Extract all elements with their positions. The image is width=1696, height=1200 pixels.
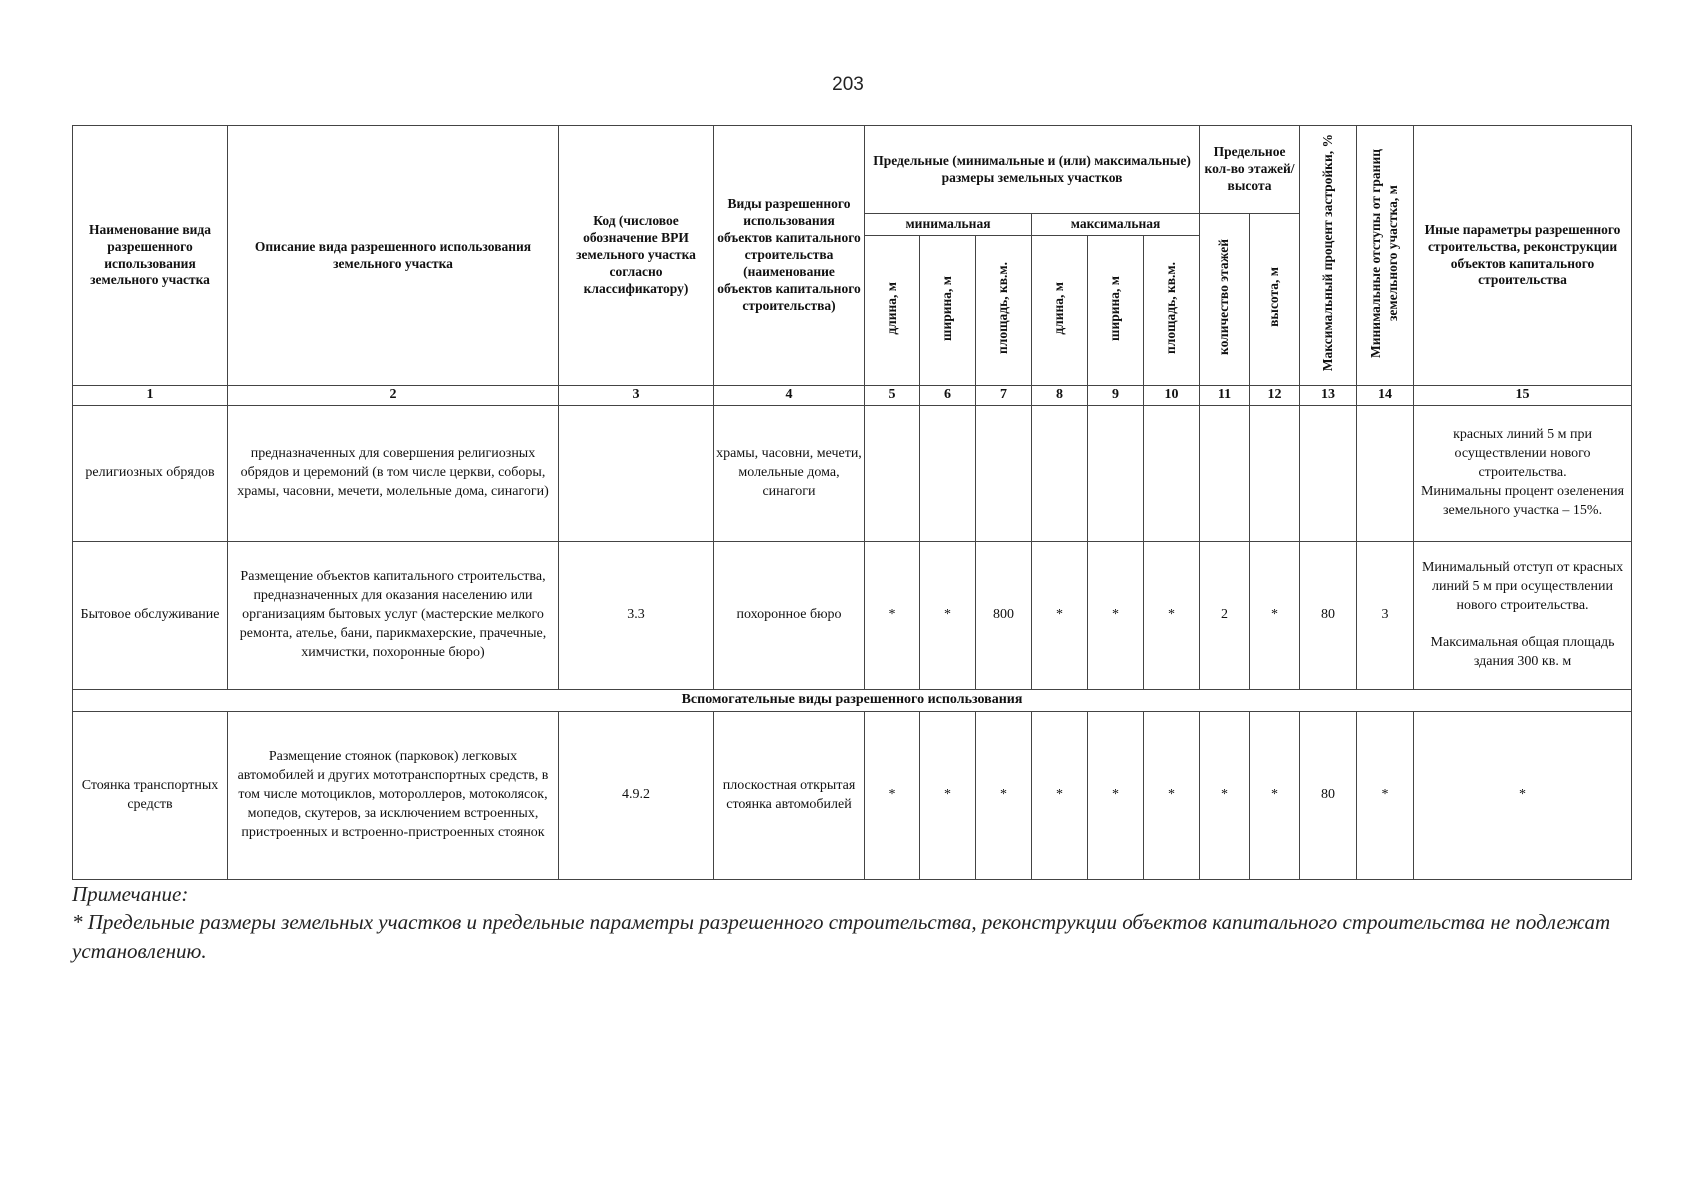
cell-min-setback (1357, 406, 1414, 542)
column-number: 8 (1032, 386, 1088, 406)
cell-code: 3.3 (559, 542, 714, 690)
cell-min-setback: 3 (1357, 542, 1414, 690)
cell-floors: 2 (1200, 542, 1250, 690)
cell-min-area: * (976, 712, 1032, 880)
cell-code (559, 406, 714, 542)
cell-min-length (865, 406, 920, 542)
header-group-max: максимальная (1032, 214, 1200, 236)
cell-max-length (1032, 406, 1088, 542)
cell-floors: * (1200, 712, 1250, 880)
cell-min-width: * (920, 712, 976, 880)
cell-max-coverage: 80 (1300, 712, 1357, 880)
column-number: 11 (1200, 386, 1250, 406)
header-col-13 (1300, 126, 1357, 386)
cell-objects: похоронное бюро (714, 542, 865, 690)
cell-name: религиозных обрядов (73, 406, 228, 542)
header-col-4: Виды разрешенного использования объектов капитального строительства (наименование объектов капитального строительства) (714, 126, 865, 386)
header-col-3: Код (числовое обозначение ВРИ земельного участка согласно классификатору) (559, 126, 714, 386)
header-col-5 (865, 236, 920, 386)
header-group-floors: Предельное кол-во этажей/ высота (1200, 126, 1300, 214)
cell-max-coverage: 80 (1300, 542, 1357, 690)
cell-min-setback: * (1357, 712, 1414, 880)
header-col-15: Иные параметры разрешенного строительства, реконструкции объектов капитального строительства (1414, 126, 1632, 386)
table-row (73, 542, 1632, 690)
cell-max-width (1088, 406, 1144, 542)
cell-min-width: * (920, 542, 976, 690)
cell-min-length: * (865, 712, 920, 880)
header-group-min: минимальная (865, 214, 1032, 236)
section-row (73, 690, 1632, 712)
cell-floors (1200, 406, 1250, 542)
note-block (72, 880, 1632, 965)
column-number: 10 (1144, 386, 1200, 406)
other-params-line: Минимальный отступ от красных линий 5 м при осуществлении нового строительства. (1421, 559, 1624, 613)
column-number: 9 (1088, 386, 1144, 406)
header-col-7-label: площадь, кв.м. (995, 262, 1011, 355)
table-row (73, 712, 1632, 880)
column-number: 1 (73, 386, 228, 406)
cell-name: Стоянка транспортных средств (73, 712, 228, 880)
cell-min-length: * (865, 542, 920, 690)
cell-other-params: * (1414, 712, 1632, 880)
column-numbers-row (73, 386, 1632, 406)
header-col-10 (1144, 236, 1200, 386)
header-col-7 (976, 236, 1032, 386)
header-col-14 (1357, 126, 1414, 386)
column-number: 7 (976, 386, 1032, 406)
cell-min-width (920, 406, 976, 542)
header-col-5-label: длина, м (883, 281, 899, 335)
column-number: 5 (865, 386, 920, 406)
cell-other-params (1414, 406, 1632, 542)
page-number: 203 (832, 74, 864, 95)
cell-max-area (1144, 406, 1200, 542)
header-col-8-label: длина, м (1051, 281, 1067, 335)
land-use-table (72, 125, 1632, 880)
cell-max-length: * (1032, 542, 1088, 690)
header-col-9-label: ширина, м (1107, 275, 1123, 341)
section-title: Вспомогательные виды разрешенного использования (73, 690, 1632, 712)
header-col-1: Наименование вида разрешенного использования земельного участка (73, 126, 228, 386)
cell-max-area: * (1144, 712, 1200, 880)
column-number: 12 (1250, 386, 1300, 406)
note-text: * Предельные размеры земельных участков и предельные параметры разрешенного строительства, реконструкции объектов капитального строительства не подлежат установлению. (72, 910, 1611, 963)
cell-min-area: 800 (976, 542, 1032, 690)
other-params-line: Максимальная общая площадь здания 300 кв. м (1430, 635, 1615, 670)
header-col-11-label: количество этажей (1216, 239, 1232, 356)
column-number: 6 (920, 386, 976, 406)
cell-height: * (1250, 712, 1300, 880)
header-col-12 (1250, 214, 1300, 386)
cell-height (1250, 406, 1300, 542)
column-number: 4 (714, 386, 865, 406)
cell-description: Размещение стоянок (парковок) легковых автомобилей и других мототранспортных средств, в том числе мотоциклов, мотороллеров, мотоколясок, мопедов, скутеров, за исключением встроенных, пристроенных и встроенно-пристроенных стоянок (228, 712, 559, 880)
column-number: 14 (1357, 386, 1414, 406)
cell-max-width: * (1088, 712, 1144, 880)
header-col-10-label: площадь, кв.м. (1163, 262, 1179, 355)
other-params-line: красных линий 5 м при осуществлении нового строительства. (1453, 427, 1592, 481)
cell-description: Размещение объектов капитального строительства, предназначенных для оказания населению или организациям бытовых услуг (мастерские мелкого ремонта, ателье, бани, парикмахерские, прачечные, химчистки, похоронные бюро) (228, 542, 559, 690)
table-row (73, 406, 1632, 542)
cell-height: * (1250, 542, 1300, 690)
header-group-sizes: Предельные (минимальные и (или) максимальные) размеры земельных участков (865, 126, 1200, 214)
header-col-14-label: Минимальные отступы от границ земельного участка, м (1368, 148, 1401, 358)
cell-objects: плоскостная открытая стоянка автомобилей (714, 712, 865, 880)
other-params-line: Минимальны процент озеленения земельного участка – 15%. (1420, 483, 1625, 518)
header-col-13-label: Максимальный процент застройки, % (1319, 134, 1335, 372)
cell-min-area (976, 406, 1032, 542)
header-col-6-label: ширина, м (939, 275, 955, 341)
header-col-8 (1032, 236, 1088, 386)
cell-code: 4.9.2 (559, 712, 714, 880)
header-col-9 (1088, 236, 1144, 386)
cell-description: предназначенных для совершения религиозных обрядов и церемоний (в том числе церкви, соборы, храмы, часовни, мечети, молельные дома, синагоги) (228, 406, 559, 542)
header-col-6 (920, 236, 976, 386)
column-number: 2 (228, 386, 559, 406)
column-number: 15 (1414, 386, 1632, 406)
cell-max-area: * (1144, 542, 1200, 690)
cell-max-width: * (1088, 542, 1144, 690)
cell-other-params (1414, 542, 1632, 690)
header-col-12-label: высота, м (1266, 267, 1282, 327)
cell-max-coverage (1300, 406, 1357, 542)
cell-max-length: * (1032, 712, 1088, 880)
column-number: 3 (559, 386, 714, 406)
header-col-2: Описание вида разрешенного использования земельного участка (228, 126, 559, 386)
cell-name: Бытовое обслуживание (73, 542, 228, 690)
cell-objects: храмы, часовни, мечети, молельные дома, синагоги (714, 406, 865, 542)
note-title: Примечание: (72, 882, 189, 906)
header-col-11 (1200, 214, 1250, 386)
column-number: 13 (1300, 386, 1357, 406)
